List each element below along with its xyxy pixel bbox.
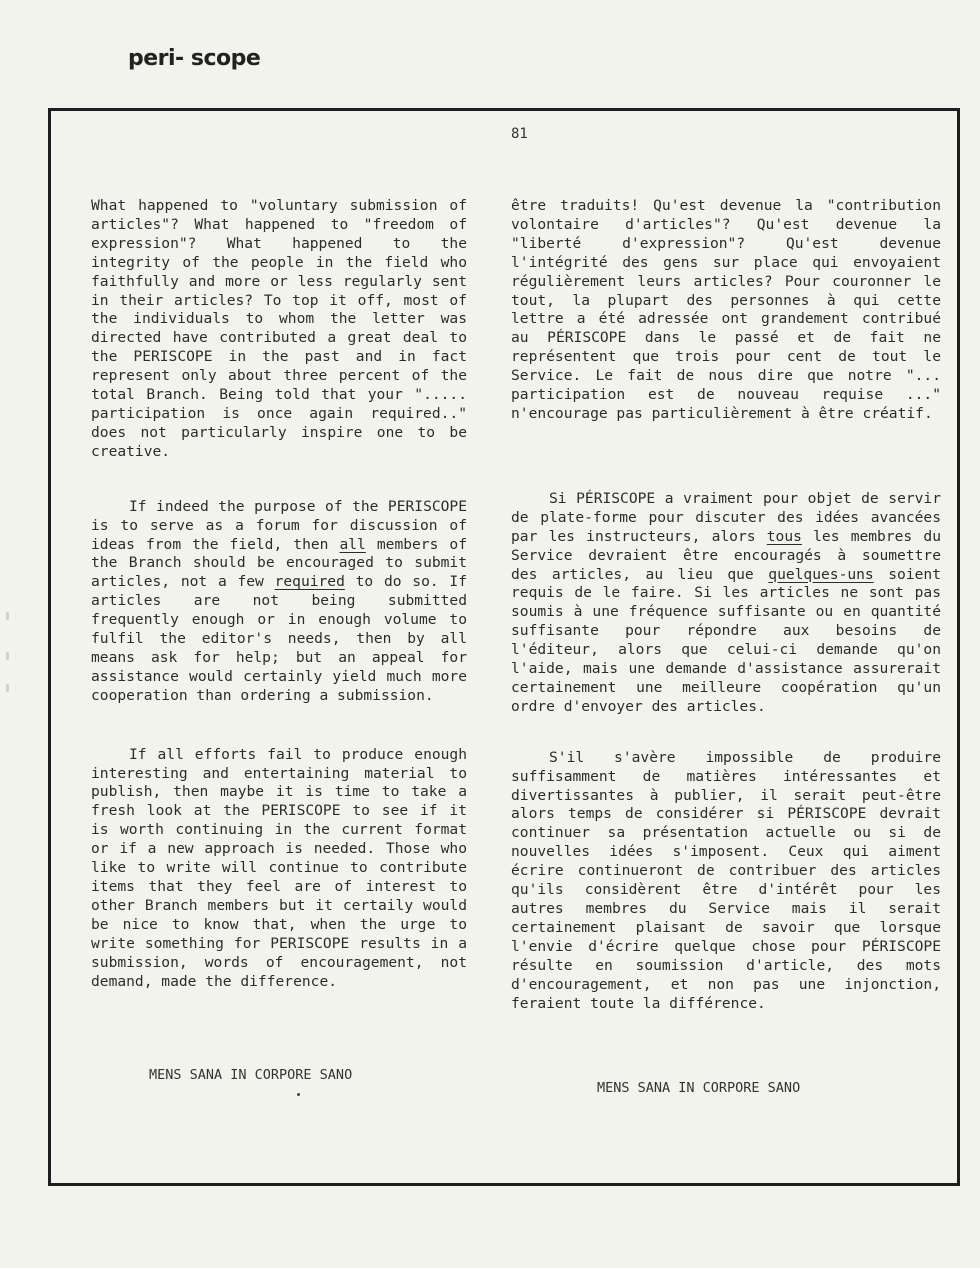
- binder-hole-mark: [6, 612, 9, 620]
- binder-hole-mark: [6, 684, 9, 692]
- underlined-all: all: [339, 535, 366, 553]
- binder-hole-mark: [6, 652, 9, 660]
- article-frame: [48, 108, 960, 1186]
- french-column: [511, 197, 941, 1013]
- underlined-tous: tous: [766, 527, 802, 545]
- french-paragraph-3: S'il s'avère impossible de produire suffisamment de matières intéressantes et divertissantes à publier, il serait peut-être alors temps de considérer si PÉRISCOPE devrait continuer sa présentation actuelle ou si de nouvelles idées s'imposent. Ceux qui aiment écrire continueront de contribuer des articles qu'ils considèrent être d'intérêt pour les autres membres du Service mais il serait certainement plaisant de savoir que lorsque l'envie d'écrire quelque chose pour PÉRISCOPE résulte en soumission d'article, des mots d'encouragement, et non pas une injonction, feraient toute la différence.: [511, 748, 941, 1012]
- french-paragraph-2: Si PÉRISCOPE a vraiment pour objet de servir de plate-forme pour discuter des idées avancées par les instructeurs, alors tous les membres du Service devraient être encouragés à soumettre des articles, au lieu que quelques-uns soient requis de le faire. Si les articles ne sont pas soumis à une fréquence suffisante ou en quantité suffisante pour répondre aux besoins de l'éditeur, alors que celui-ci demande qu'on l'aide, mais une demande d'assistance assurerait certainement une meilleure coopération qu'un ordre d'envoyer des articles.: [511, 489, 941, 715]
- stray-dot: [297, 1093, 300, 1096]
- english-paragraph-2: If indeed the purpose of the PERISCOPE is to serve as a forum for discussion of ideas from the field, then all members of the Branch should be encouraged to submit articles, not a few required to do so. If articles are not being submitted frequently enough or in enough volume to fulfil the editor's needs, then by all means ask for help; but an appeal for assistance would certainly yield much more cooperation than ordering a submission.: [91, 497, 467, 704]
- english-paragraph-3: If all efforts fail to produce enough interesting and entertaining material to publish, then maybe it is time to take a fresh look at the PERISCOPE to see if it is worth continuing in the current format or if a new approach is needed. Those who like to write will continue to contribute items that they feel are of interest to other Branch members but it certaily would be nice to know that, when the urge to write something for PERISCOPE results in a submission, words of encouragement, not demand, made the difference.: [91, 745, 467, 990]
- english-paragraph-1: What happened to "voluntary submission of articles"? What happened to "freedom of expression"? What happened to the integrity of the people in the field who faithfully and more or less regularly sent in their articles? To top it off, most of the individuals to whom the letter was directed have contributed a great deal to the PERISCOPE in the past and in fact represent only about three percent of the total Branch. Being told that your "..... participation is once again required.." does not particularly inspire one to be creative.: [91, 197, 467, 460]
- underlined-required: required: [274, 573, 345, 591]
- magazine-title: peri- scope: [128, 46, 261, 71]
- french-paragraph-1: être traduits! Qu'est devenue la "contribution volontaire d'articles"? Qu'est devenue la "liberté d'expression"? Qu'est devenue l'intégrité des gens sur place qui envoyaient régulièrement leurs articles? Pour couronner le tout, la plupart des personnes à qui cette lettre a été adressée ont grandement contribué au PÉRISCOPE dans le passé et de fait ne représentent que trois pour cent de tout le Service. Le fait de nous dire que notre "... participation est de nouveau requise ..." n'encourage pas particulièrement à être créatif.: [511, 197, 941, 422]
- page-number: 81: [511, 126, 528, 142]
- english-motto: MENS SANA IN CORPORE SANO: [149, 1067, 353, 1083]
- english-column: [91, 197, 467, 991]
- french-motto: MENS SANA IN CORPORE SANO: [597, 1080, 801, 1096]
- underlined-quelques-uns: quelques-uns: [768, 565, 874, 583]
